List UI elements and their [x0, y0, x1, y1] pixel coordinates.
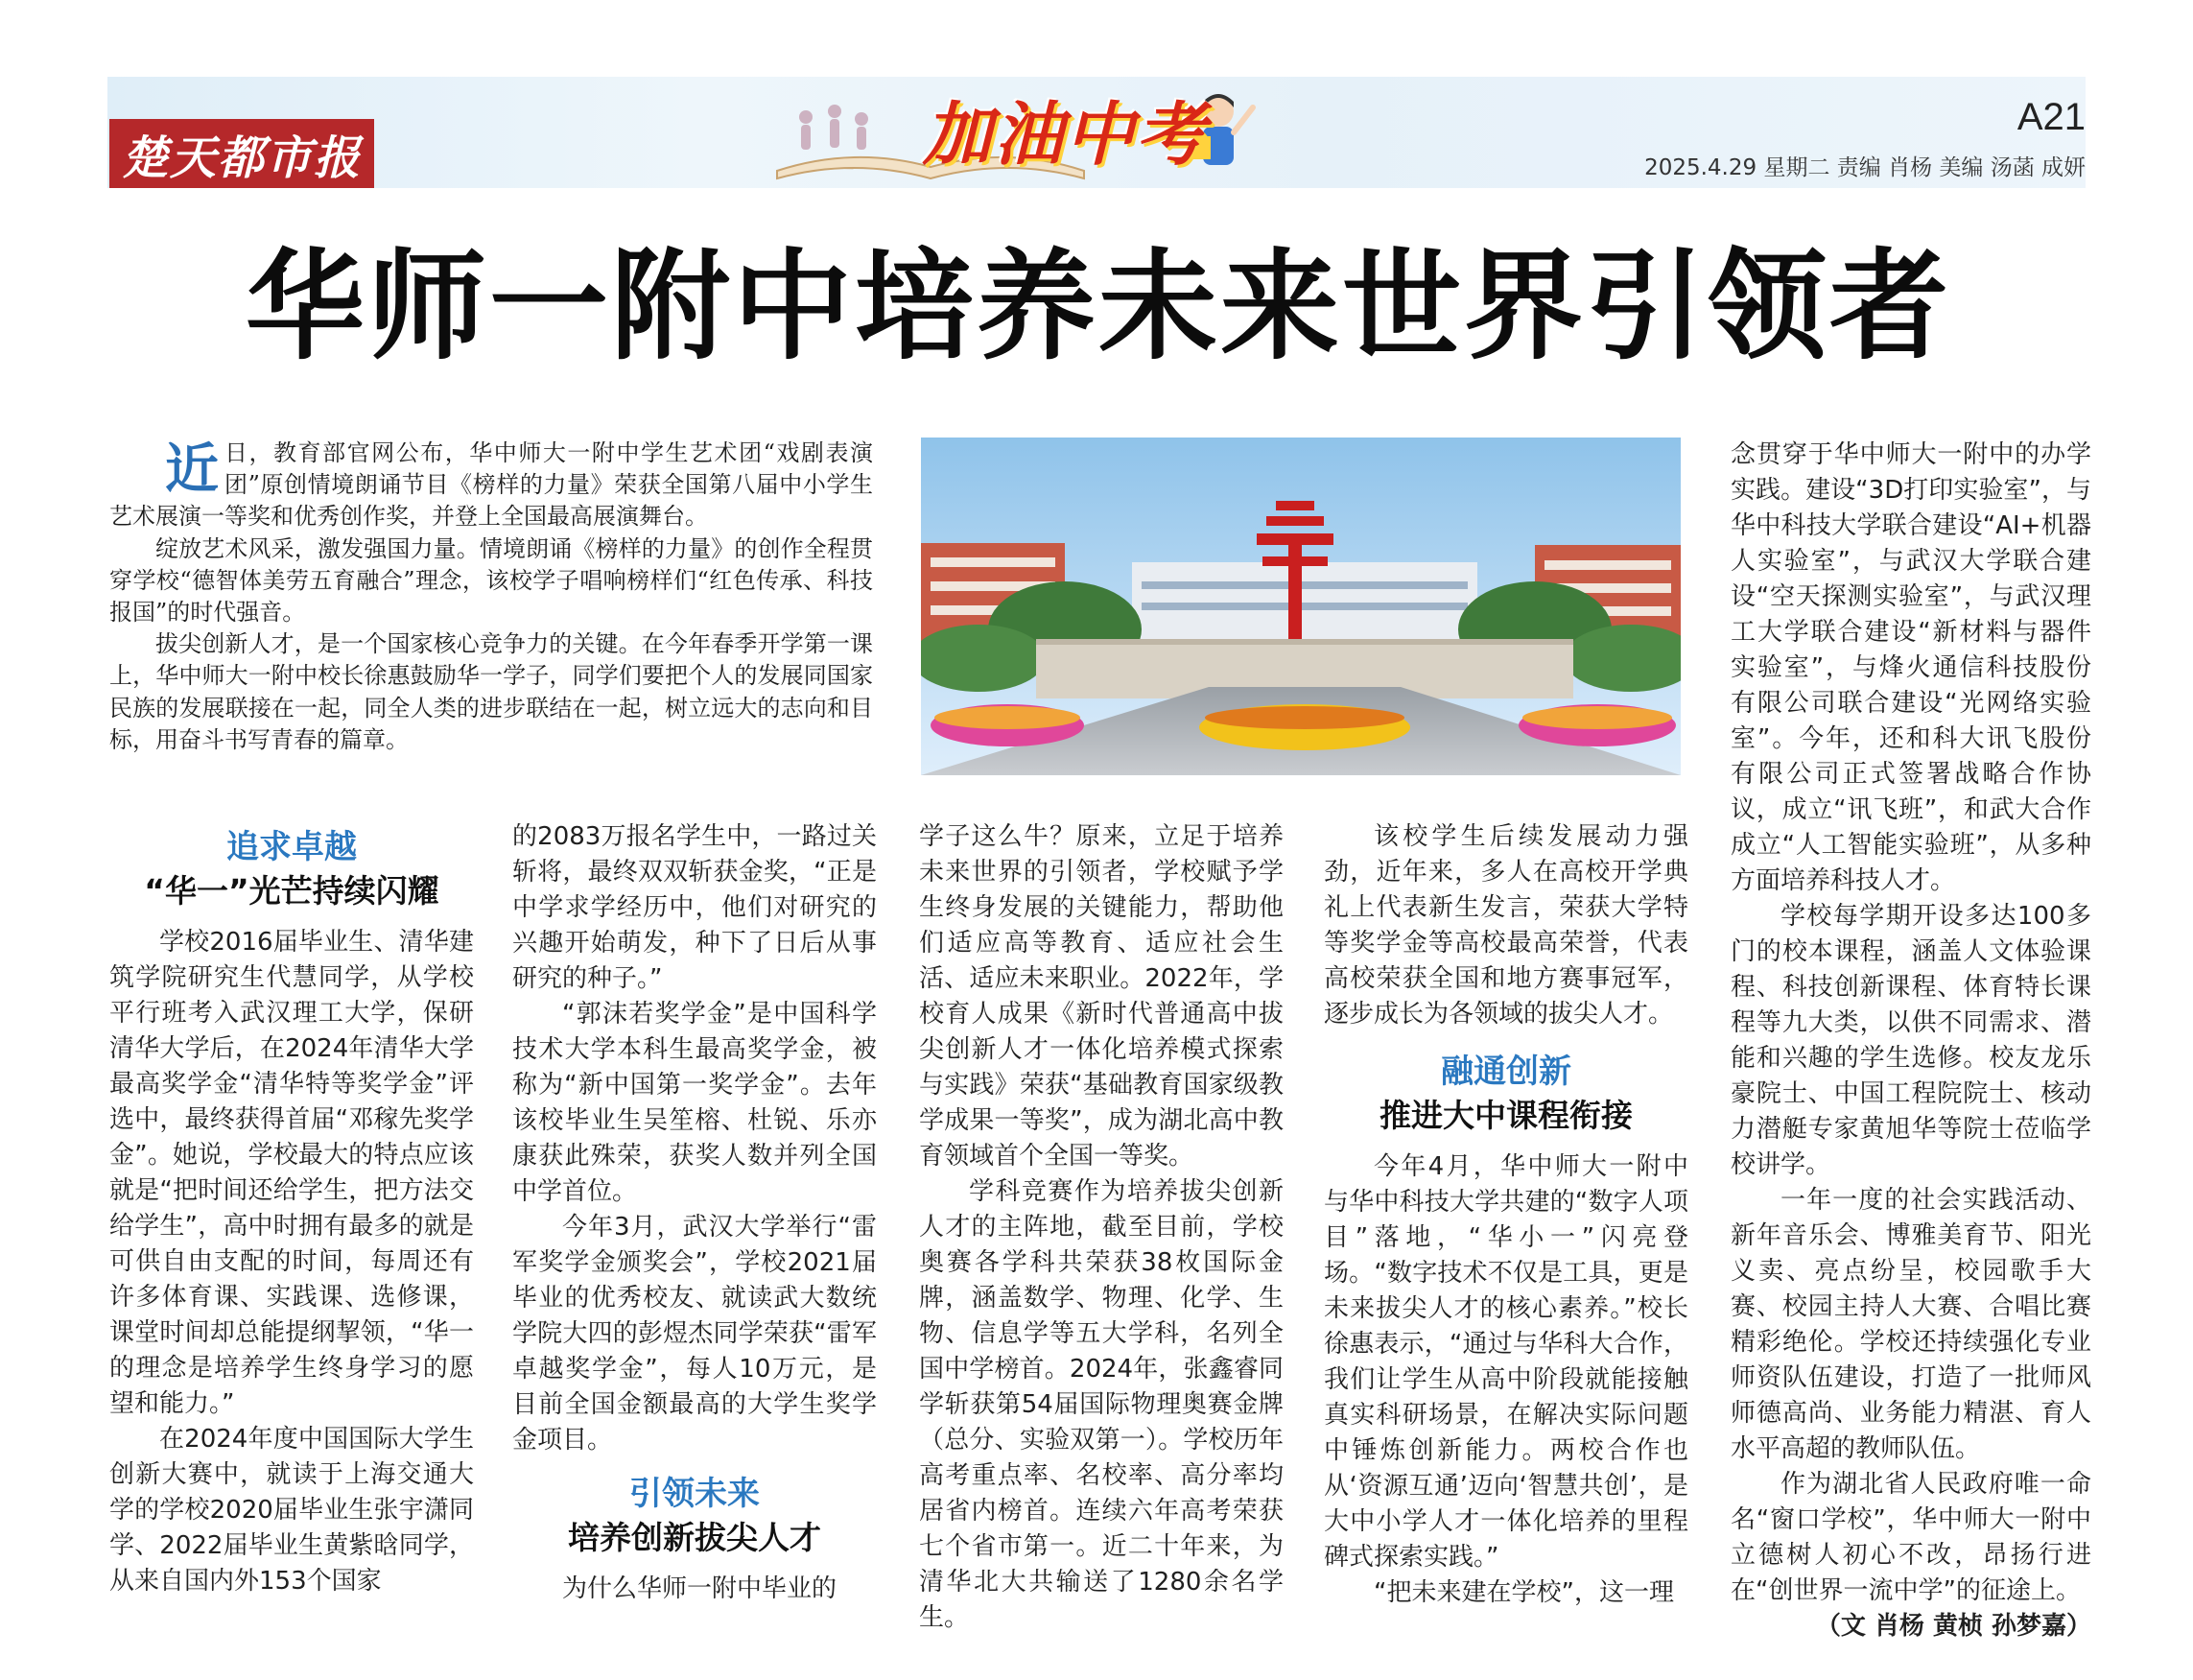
paragraph: 念贯穿于华中师大一附中的办学实践。建设“3D打印实验室”，与华中科技大学联合建设“AI+机器人实验室”，与武汉大学联合建设“空天探测实验室”，与武汉理工大学联合建设“新材料与器件实验室”，与烽火通信科技股份有限公司联合建设“光网络实验室”。今年，还和科大讯飞股份有限公司正式签署战略合作协议，成立“讯飞班”，和武大合作成立“人工智能实验班”，从多种方面培养科技人才。	[1731, 440, 2091, 895]
paragraph: 该校学生后续发展动力强劲，近年来，多人在高校开学典礼上代表新生发言，荣获大学特等奖学金等高校最高荣誉，代表高校荣获全国和地方赛事冠军，逐步成长为各领域的拔尖人才。	[1324, 822, 1688, 1029]
section-deck: “华一”光芒持续闪耀	[144, 872, 439, 910]
headline: 华师一附中培养未来世界引领者	[245, 238, 1951, 376]
section-heading	[1324, 1050, 1688, 1138]
page-number: A21	[2016, 96, 2086, 138]
lead-paragraph: 绽放艺术风采，激发强国力量。情境朗诵《榜样的力量》的创作全程贯穿学校“德智体美劳五育融合”理念，该校学子唱响榜样们“红色传承、科技报国”的时代强音。	[109, 534, 873, 627]
article-column-5	[1731, 438, 2091, 1646]
section-heading	[512, 1472, 877, 1560]
paragraph: 学校2016届毕业生、清华建筑学院研究生代慧同学，从学校平行班考入武汉理工大学，保研清华大学后，在2024年清华大学最高奖学金“清华特等奖学金”评选中，最终获得首届“邓稼先奖学金”。她说，学校最大的特点应该就是“把时间还给学生，把方法交给学生”，高中时拥有最多的就是可供自由支配的时间，每周还有许多体育课、实践课、选修课，课堂时间却总能提纲挈领，“华一的理念是培养学生终身学习的愿望和能力。”	[109, 928, 474, 1418]
paragraph: 今年4月，华中师大一附中与华中科技大学共建的“数字人项目”落地，“华小一”闪亮登场。“数字技术不仅是工具，更是未来拔尖人才的核心素养。”校长徐惠表示，“通过与华科大合作，我们让学生从高中阶段就能接触真实科研场景，在解决实际问题中锤炼创新能力。两校合作也从‘资源互通’迈向‘智慧共创’，是大中小学人才一体化培养的里程碑式探索实践。”	[1324, 1152, 1688, 1572]
issue-meta: 2025.4.29 星期二 责编 肖杨 美编 汤菡 成妍	[1644, 155, 2086, 180]
paragraph: 一年一度的社会实践活动、新年音乐会、博雅美育节、阳光义卖、亮点纷呈，校园歌手大赛、校园主持人大赛、合唱比赛精彩绝伦。学校还持续强化专业师资队伍建设，打造了一批师风师德高尚、业务能力精湛、育人水平高超的教师队伍。	[1731, 1186, 2091, 1463]
article-column-1	[109, 819, 474, 1645]
section-heading	[109, 825, 474, 913]
section-deck: 培养创新拔尖人才	[568, 1519, 821, 1556]
paragraph: 学校每学期开设多达100多门的校本课程，涵盖人文体验课程、科技创新课程、体育特长课程等九大类，以供不同需求、潜能和兴趣的学生选修。校友龙乐豪院士、中国工程院院士、核动力潜艇专家黄旭华等院士莅临学校讲学。	[1731, 902, 2091, 1179]
paragraph: 的2083万报名学生中，一路过关斩将，最终双双斩获金奖，“正是中学求学经历中，他们对研究的兴趣开始萌发，种下了日后从事研究的种子。”	[512, 822, 877, 993]
section-kicker: 融通创新	[1441, 1053, 1571, 1091]
byline-credit: （文 肖杨 黄桢 孙梦嘉）	[1815, 1612, 2091, 1641]
paragraph: “把未来建在学校”，这一理	[1374, 1578, 1674, 1607]
article-column-2	[512, 819, 877, 1645]
section-kicker: 追求卓越	[226, 828, 357, 866]
paragraph: 为什么华师一附中毕业的	[562, 1574, 837, 1603]
article-column-3	[919, 819, 1284, 1645]
paragraph: 在2024年度中国国际大学生创新大赛中，就读于上海交通大学的学校2020届毕业生张宇潇同学、2022届毕业生黄紫晗同学，从来自国内外153个国家	[109, 1425, 474, 1596]
lead-paragraph: 日，教育部官网公布，华中师大一附中学生艺术团“戏剧表演团”原创情境朗诵节目《榜样的力量》荣获全国第八届中小学生艺术展演一等奖和优秀创作奖，并登上全国最高展演舞台。	[109, 439, 873, 531]
campus-photo	[921, 438, 1681, 775]
paragraph: 学子这么牛？原来，立足于培养未来世界的引领者，学校赋予学生终身发展的关键能力，帮助他们适应高等教育、适应社会生活、适应未来职业。2022年，学校育人成果《新时代普通高中拔尖创新人才一体化培养模式探索与实践》荣获“基础教育国家级教学成果一等奖”，成为湖北高中教育领域首个全国一等奖。	[919, 822, 1284, 1171]
section-banner-title: 加油中考	[922, 94, 1207, 175]
paragraph: 今年3月，武汉大学举行“雷军奖学金颁奖会”，学校2021届毕业的优秀校友、就读武大数统学院大四的彭煜杰同学荣获“雷军卓越奖学金”，每人10万元，是目前全国金额最高的大学生奖学金项目。	[512, 1213, 877, 1455]
article-column-4	[1324, 819, 1688, 1645]
section-kicker: 引领未来	[629, 1475, 760, 1513]
paragraph: 作为湖北省人民政府唯一命名“窗口学校”，华中师大一附中立德树人初心不改，昂扬行进在“创世界一流中学”的征途上。	[1731, 1470, 2091, 1605]
newspaper-logo: 楚天都市报	[109, 119, 374, 188]
dropcap: 近	[165, 438, 219, 501]
paragraph: “郭沫若奖学金”是中国科学技术大学本科生最高奖学金，被称为“新中国第一奖学金”。去年该校毕业生吴笙榕、杜锐、乐亦康获此殊荣，获奖人数并列全国中学首位。	[512, 1000, 877, 1206]
section-deck: 推进大中课程衔接	[1379, 1097, 1633, 1134]
lead-paragraph: 拔尖创新人才，是一个国家核心竞争力的关键。在今年春季开学第一课上，华中师大一附中校长徐惠鼓励华一学子，同学们要把个人的发展同国家民族的发展联接在一起，同全人类的进步联结在一起，树立远大的志向和目标，用奋斗书写青春的篇章。	[109, 630, 873, 753]
lead-paragraphs	[109, 438, 873, 756]
paragraph: 学科竞赛作为培养拔尖创新人才的主阵地，截至目前，学校奥赛各学科共荣获38枚国际金牌，涵盖数学、物理、化学、生物、信息学等五大学科，名列全国中学榜首。2024年，张鑫睿同学斩获第54届国际物理奥赛金牌（总分、实验双第一）。学校历年高考重点率、名校率、高分率均居省内榜首。连续六年高考荣获七个省市第一。近二十年来，为清华北大共输送了1280余名学生。	[919, 1177, 1284, 1632]
